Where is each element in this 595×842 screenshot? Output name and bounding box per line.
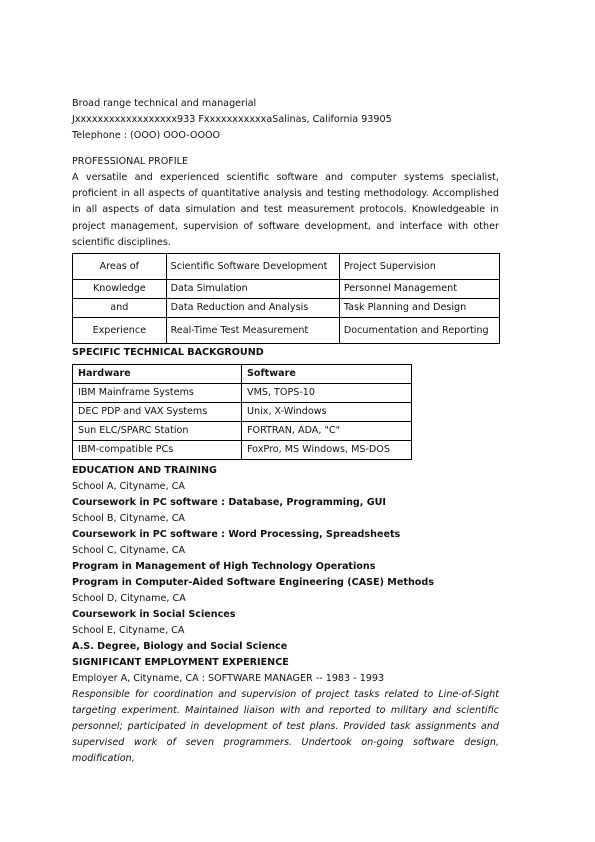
skills-row bbox=[73, 280, 500, 299]
education-line: Coursework in Social Sciences bbox=[72, 609, 236, 621]
skills-cell: Task Planning and Design bbox=[339, 299, 499, 318]
technical-table bbox=[72, 364, 412, 460]
education-line: Coursework in PC software : Word Processing, Spreadsheets bbox=[72, 529, 401, 541]
employer-line: Employer A, Cityname, CA : SOFTWARE MANAGER -- 1983 - 1993 bbox=[72, 673, 385, 685]
hardware-cell: IBM Mainframe Systems bbox=[73, 384, 242, 403]
education-line: Coursework in PC software : Database, Programming, GUI bbox=[72, 497, 387, 509]
skills-row bbox=[73, 318, 500, 344]
software-cell: FORTRAN, ADA, "C" bbox=[242, 422, 412, 441]
software-cell: FoxPro, MS Windows, MS-DOS bbox=[242, 441, 412, 460]
skills-cell: Real-Time Test Measurement bbox=[166, 318, 339, 344]
education-line: School A, Cityname, CA bbox=[72, 481, 185, 493]
skills-cell: Documentation and Reporting bbox=[339, 318, 499, 344]
education-line: School E, Cityname, CA bbox=[72, 625, 185, 637]
education-line: School C, Cityname, CA bbox=[72, 545, 186, 557]
telephone: Telephone : (OOO) OOO-OOOO bbox=[72, 130, 221, 141]
skills-cell: Scientific Software Development bbox=[166, 254, 339, 280]
skills-cell: Personnel Management bbox=[339, 280, 499, 299]
skills-cell: Experience bbox=[73, 318, 167, 344]
hardware-cell: Sun ELC/SPARC Station bbox=[73, 422, 242, 441]
education-line: School B, Cityname, CA bbox=[72, 513, 185, 525]
resume-page bbox=[72, 96, 499, 767]
education-list bbox=[72, 479, 499, 655]
technical-header-row bbox=[73, 365, 412, 384]
hardware-header: Hardware bbox=[73, 365, 242, 384]
skills-cell: and bbox=[73, 299, 167, 318]
education-heading: EDUCATION AND TRAINING bbox=[72, 465, 217, 477]
hardware-cell: IBM-compatible PCs bbox=[73, 441, 242, 460]
skills-row bbox=[73, 299, 500, 318]
education-line: School D, Cityname, CA bbox=[72, 593, 186, 605]
hardware-cell: DEC PDP and VAX Systems bbox=[73, 403, 242, 422]
software-cell: Unix, X-Windows bbox=[242, 403, 412, 422]
technical-row bbox=[73, 384, 412, 403]
skills-cell: Knowledge bbox=[73, 280, 167, 299]
technical-row bbox=[73, 422, 412, 441]
profile-heading: PROFESSIONAL PROFILE bbox=[72, 156, 189, 167]
software-header: Software bbox=[242, 365, 412, 384]
employment-description: Responsible for coordination and supervision of project tasks related to Line-of-Sight targeting experiment. Maintained liaison with and reported to military and scientific personnel; participated in development of test plans. Provided task assignments and supervised work of seven programmers. Undertook on-going software design, modification, bbox=[72, 689, 499, 765]
skills-cell: Data Reduction and Analysis bbox=[166, 299, 339, 318]
skills-cell: Project Supervision bbox=[339, 254, 499, 280]
tagline: Broad range technical and managerial bbox=[72, 98, 257, 109]
education-line: Program in Computer-Aided Software Engineering (CASE) Methods bbox=[72, 577, 434, 589]
address: Jxxxxxxxxxxxxxxxxxx933 FxxxxxxxxxxxaSalinas, California 93905 bbox=[72, 114, 392, 125]
technical-row bbox=[73, 441, 412, 460]
profile-text: A versatile and experienced scientific software and computer systems specialist, proficient in all aspects of quantitative analysis and testing methodology. Accomplished in all aspects of data simulation and test measurement protocols. Knowledgeable in project management, supervision of software development, and interface with other scientific disciplines. bbox=[72, 172, 499, 248]
employment-heading: SIGNIFICANT EMPLOYMENT EXPERIENCE bbox=[72, 657, 289, 669]
education-line: A.S. Degree, Biology and Social Science bbox=[72, 641, 288, 653]
skills-row bbox=[73, 254, 500, 280]
software-cell: VMS, TOPS-10 bbox=[242, 384, 412, 403]
technical-heading: SPECIFIC TECHNICAL BACKGROUND bbox=[72, 347, 264, 359]
skills-table bbox=[72, 253, 500, 344]
skills-cell: Data Simulation bbox=[166, 280, 339, 299]
skills-cell: Areas of bbox=[73, 254, 167, 280]
education-line: Program in Management of High Technology Operations bbox=[72, 561, 376, 573]
technical-row bbox=[73, 403, 412, 422]
